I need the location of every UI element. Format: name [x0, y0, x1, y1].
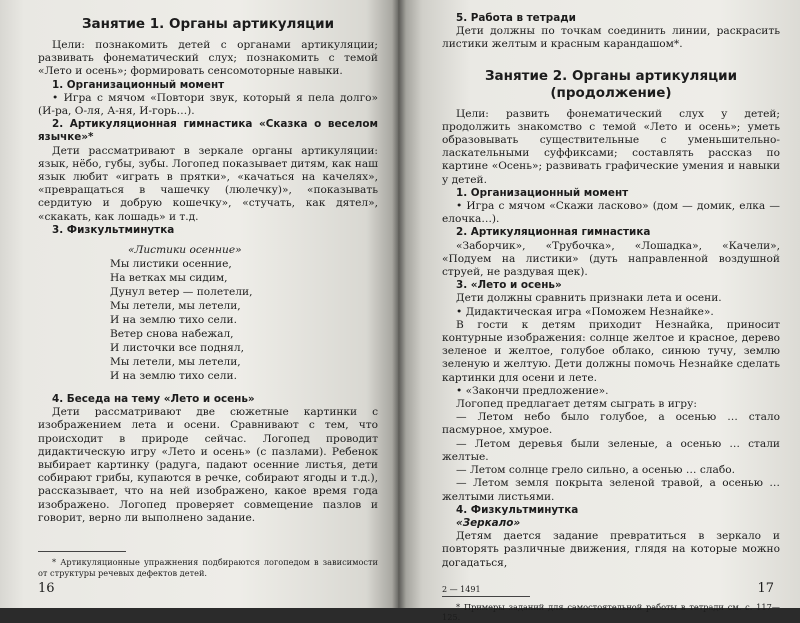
section-text: В гости к детям приходит Незнайка, приносит контурные изображения: солнце желтое и красное, дерево зеленое и желтое, голубое облако, синюю тучу, землю зеленую и желтую. Дети должны помочь Незнайке сделать картинки для осени и лете. [442, 318, 780, 384]
poem-title: «Листики осенние» [128, 244, 242, 257]
section-text: • Игра с мячом «Повтори звук, который я пела долго» (И-ра, О-ля, А-ня, И-горь…). [38, 91, 378, 118]
lesson-1-goals: Цели: познакомить детей с органами артикуляции; развивать фонематический слух; познакомить с темой «Лето и осень»; формировать сенсомоторные навыки. [38, 39, 378, 78]
section-heading: 2. Артикуляционная гимнастика «Сказка о веселом язычке»* [38, 118, 378, 144]
poem-line: Мы летели, мы летели, [110, 356, 241, 369]
poem-line: Мы летели, мы летели, [110, 300, 241, 313]
footnote-divider [442, 596, 530, 597]
section-text: • Дидактическая игра «Поможем Незнайке». [456, 305, 714, 318]
section-text: «Заборчик», «Трубочка», «Лошадка», «Качели», «Подуем на листики» (дуть направленной воздушной струей, не раздувая щек). [442, 239, 780, 279]
lesson-2-title-line: Занятие 2. Органы артикуляции [484, 67, 738, 84]
dialog-line: — Летом небо было голубое, а осенью … стало пасмурное, хмурое. [442, 411, 780, 437]
footnote-divider [38, 551, 126, 552]
poem [110, 243, 378, 383]
poem-line: На ветках мы сидим, [110, 272, 228, 285]
footnote: * Примеры заданий для самостоятельной работы в тетради см. с. 117—125. [442, 601, 780, 623]
lesson-2-title-subtitle: (продолжение) [550, 84, 672, 101]
lesson-2-goals: Цели: развить фонематический слух у детей; продолжить знакомство с темой «Лето и осень»; уметь образовывать существительные с уменьшительно-ласкательными суффиксами; составлять рассказ по картине «Осень»; развивать графические умения и навыки у детей. [442, 107, 780, 186]
section-heading: 4. Физкультминутка [456, 503, 579, 516]
poem-line: И на землю тихо сели. [110, 314, 237, 327]
poem-line: И на землю тихо сели. [110, 370, 237, 383]
dialog-line: — Летом земля покрыта зеленой травой, а осенью … желтыми листьями. [442, 477, 780, 503]
page-right [398, 0, 800, 623]
section-heading: 3. «Лето и осень» [456, 279, 562, 292]
footnote: * Артикуляционные упражнения подбираются логопедом в зависимости от структуры речевых дефектов детей. [38, 557, 378, 578]
exercise-title: «Зеркало» [456, 516, 521, 529]
poem-line: Мы листики осенние, [110, 258, 232, 271]
section-text: • «Закончи предложение». [456, 384, 609, 397]
section-text: • Игра с мячом «Скажи ласково» (дом — домик, елка — елочка…). [442, 200, 780, 226]
section-heading: 1. Организационный момент [456, 186, 629, 199]
poem-line: Дунул ветер — полетели, [110, 286, 253, 299]
section-text: Дети рассматривают в зеркале органы артикуляции: язык, нёбо, губы, зубы. Логопед показывает дитям, как наш язык любит «играть в прятки», «качаться на качелях», «превращаться в чашечку (люлечку)», «показывать сердитую и добрую кошечку», «стучать, как дятел», «скакать, как лошадь» и т.д. [38, 144, 378, 223]
section-text: Детям дается задание превратиться в зеркало и повторять различные движения, глядя на которые можно догадаться, [442, 530, 780, 569]
dialog-line: — Летом деревья были зеленые, а осенью … стали желтые. [442, 437, 780, 463]
poem-line: Ветер снова набежал, [110, 328, 234, 341]
page-number: 16 [38, 581, 55, 596]
section-heading: 2. Артикуляционная гимнастика [456, 226, 651, 239]
dialog-line: — Летом солнце грело сильно, а осенью … слабо. [456, 464, 735, 477]
section-heading: 1. Организационный момент [52, 78, 225, 91]
section-text: Дети должны по точкам соединить линии, раскрасить листики желтым и красным карандашом*. [442, 25, 780, 51]
page-left [0, 0, 398, 608]
print-signature: 2 — 1491 [442, 585, 481, 594]
section-heading: 4. Беседа на тему «Лето и осень» [52, 393, 255, 406]
section-heading: 3. Физкультминутка [52, 223, 175, 236]
section-heading: 5. Работа в тетради [456, 12, 576, 24]
lesson-2-title [442, 68, 780, 102]
poem-line: И листочки все поднял, [110, 342, 244, 355]
section-text: Логопед предлагает детям сыграть в игру: [456, 398, 697, 411]
section-text: Дети рассматривают две сюжетные картинки с изображением лета и осени. Сравнивают с тем, что происходит в природе сейчас. Логопед проводит дидактическую игру «Лето и осень» (с пазлами). Ребенок выбирает картинку (радуга, падают осенние листья, дети собирают грибы, купаются в речке, собирают ягоды и т.д.), рассказывает, что на ней изображено, какое время года изображено. Логопед проверяет совмещение пазлов и говорит, верно ли выполнено задание. [38, 406, 378, 524]
page-number: 17 [757, 581, 774, 596]
lesson-1-title: Занятие 1. Органы артикуляции [81, 16, 335, 32]
section-text: Дети должны сравнить признаки лета и осени. [456, 292, 722, 305]
book-gutter [392, 0, 406, 608]
